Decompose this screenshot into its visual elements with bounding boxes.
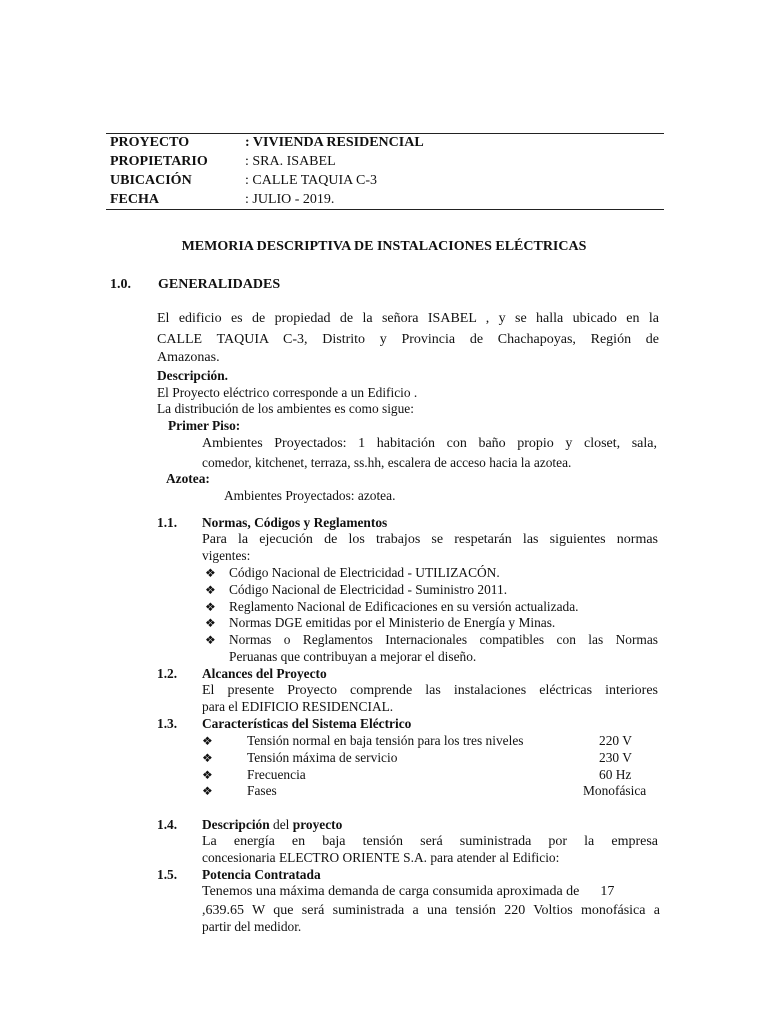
alcances-line-2: para el EDIFICIO RESIDENCIAL. [202, 699, 394, 714]
heading-part-proyecto: proyecto [292, 817, 343, 832]
intro-line-2: CALLE TAQUIA C-3, Distrito y Provincia de Chachapoyas, Región de [157, 332, 659, 347]
diamond-bullet-icon: ❖ [202, 768, 213, 782]
heading-part-descripcion: Descripción [202, 817, 270, 832]
header-label-proyecto: PROYECTO [110, 135, 190, 150]
header-value-ubicacion: : CALLE TAQUIA C-3 [245, 173, 378, 188]
header-bottom-rule [106, 209, 664, 210]
caracteristica-value-1: 220 V [599, 733, 632, 748]
section-number-1-4: 1.4. [157, 817, 178, 832]
header-label-fecha: FECHA [110, 192, 159, 207]
normas-para-line-2: vigentes: [202, 548, 251, 563]
section-heading-descripcion-proyecto [202, 817, 342, 834]
primer-piso-line-1: Ambientes Proyectados: 1 habitación con baño propio y closet, sala, [202, 436, 657, 451]
descripcion-line-1: El Proyecto eléctrico corresponde a un Edificio . [157, 385, 418, 400]
potencia-line-2: ,639.65 W que será suministrada a una tensión 220 Voltios monofásica a [202, 903, 660, 918]
normas-item-1: Código Nacional de Electricidad - UTILIZACÓN. [229, 565, 500, 580]
normas-item-3: Reglamento Nacional de Edificaciones en su versión actualizada. [229, 599, 579, 614]
descripcion-proyecto-line-2: concesionaria ELECTRO ORIENTE S.A. para atender al Edificio: [202, 850, 560, 865]
caracteristica-value-2: 230 V [599, 750, 632, 765]
section-heading-generalidades: GENERALIDADES [158, 277, 281, 292]
section-heading-potencia: Potencia Contratada [202, 867, 321, 882]
diamond-bullet-icon: ❖ [205, 600, 216, 614]
azotea-heading: Azotea: [166, 471, 210, 486]
section-number-1-1: 1.1. [157, 515, 178, 530]
normas-item-4: Normas DGE emitidas por el Ministerio de Energía y Minas. [229, 615, 556, 630]
header-value-propietario: : SRA. ISABEL [245, 154, 336, 169]
caracteristica-label-4: Fases [247, 783, 277, 798]
normas-para-line-1: Para la ejecución de los trabajos se respetarán las siguientes normas [202, 532, 658, 547]
diamond-bullet-icon: ❖ [205, 633, 216, 647]
diamond-bullet-icon: ❖ [202, 734, 213, 748]
descripcion-proyecto-line-1: La energía en baja tensión será suministrada por la empresa [202, 834, 658, 849]
caracteristica-label-1: Tensión normal en baja tensión para los tres niveles [247, 733, 524, 748]
header-label-propietario: PROPIETARIO [110, 154, 208, 169]
section-heading-alcances: Alcances del Proyecto [202, 666, 327, 681]
header-label-ubicacion: UBICACIÓN [110, 173, 192, 188]
header-value-fecha: : JULIO - 2019. [245, 192, 335, 207]
normas-item-5: Normas o Reglamentos Internacionales compatibles con las Normas [229, 632, 658, 647]
potencia-line-1: Tenemos una máxima demanda de carga consumida aproximada de 17 [202, 884, 615, 899]
section-number-1-5: 1.5. [157, 867, 178, 882]
caracteristica-value-4: Monofásica [583, 783, 647, 798]
intro-line-3: Amazonas. [157, 350, 220, 365]
normas-item-2: Código Nacional de Electricidad - Suministro 2011. [229, 582, 508, 597]
azotea-line-1: Ambientes Proyectados: azotea. [224, 488, 396, 503]
document-title: MEMORIA DESCRIPTIVA DE INSTALACIONES ELÉCTRICAS [181, 239, 587, 254]
section-heading-normas: Normas, Códigos y Reglamentos [202, 515, 388, 530]
caracteristica-value-3: 60 Hz [599, 767, 632, 782]
diamond-bullet-icon: ❖ [205, 566, 216, 580]
potencia-line-3: partir del medidor. [202, 919, 302, 934]
section-heading-caracteristicas: Características del Sistema Eléctrico [202, 716, 412, 731]
caracteristica-label-2: Tensión máxima de servicio [247, 750, 398, 765]
normas-item-5-continuation: Peruanas que contribuyan a mejorar el diseño. [229, 649, 477, 664]
header-value-proyecto: : VIVIENDA RESIDENCIAL [245, 135, 424, 150]
diamond-bullet-icon: ❖ [205, 583, 216, 597]
descripcion-heading: Descripción. [157, 368, 229, 383]
heading-part-del: del [269, 817, 293, 832]
caracteristica-label-3: Frecuencia [247, 767, 306, 782]
section-number-1-2: 1.2. [157, 666, 178, 681]
primer-piso-heading: Primer Piso: [168, 418, 241, 433]
primer-piso-line-2: comedor, kitchenet, terraza, ss.hh, escalera de acceso hacia la azotea. [202, 455, 572, 470]
intro-line-1: El edificio es de propiedad de la señora ISABEL , y se halla ubicado en la [157, 311, 659, 326]
section-number-1-3: 1.3. [157, 716, 178, 731]
alcances-line-1: El presente Proyecto comprende las instalaciones eléctricas interiores [202, 683, 658, 698]
diamond-bullet-icon: ❖ [202, 751, 213, 765]
diamond-bullet-icon: ❖ [202, 784, 213, 798]
diamond-bullet-icon: ❖ [205, 616, 216, 630]
section-number-1-0: 1.0. [110, 277, 131, 292]
descripcion-line-2: La distribución de los ambientes es como sigue: [157, 401, 414, 416]
